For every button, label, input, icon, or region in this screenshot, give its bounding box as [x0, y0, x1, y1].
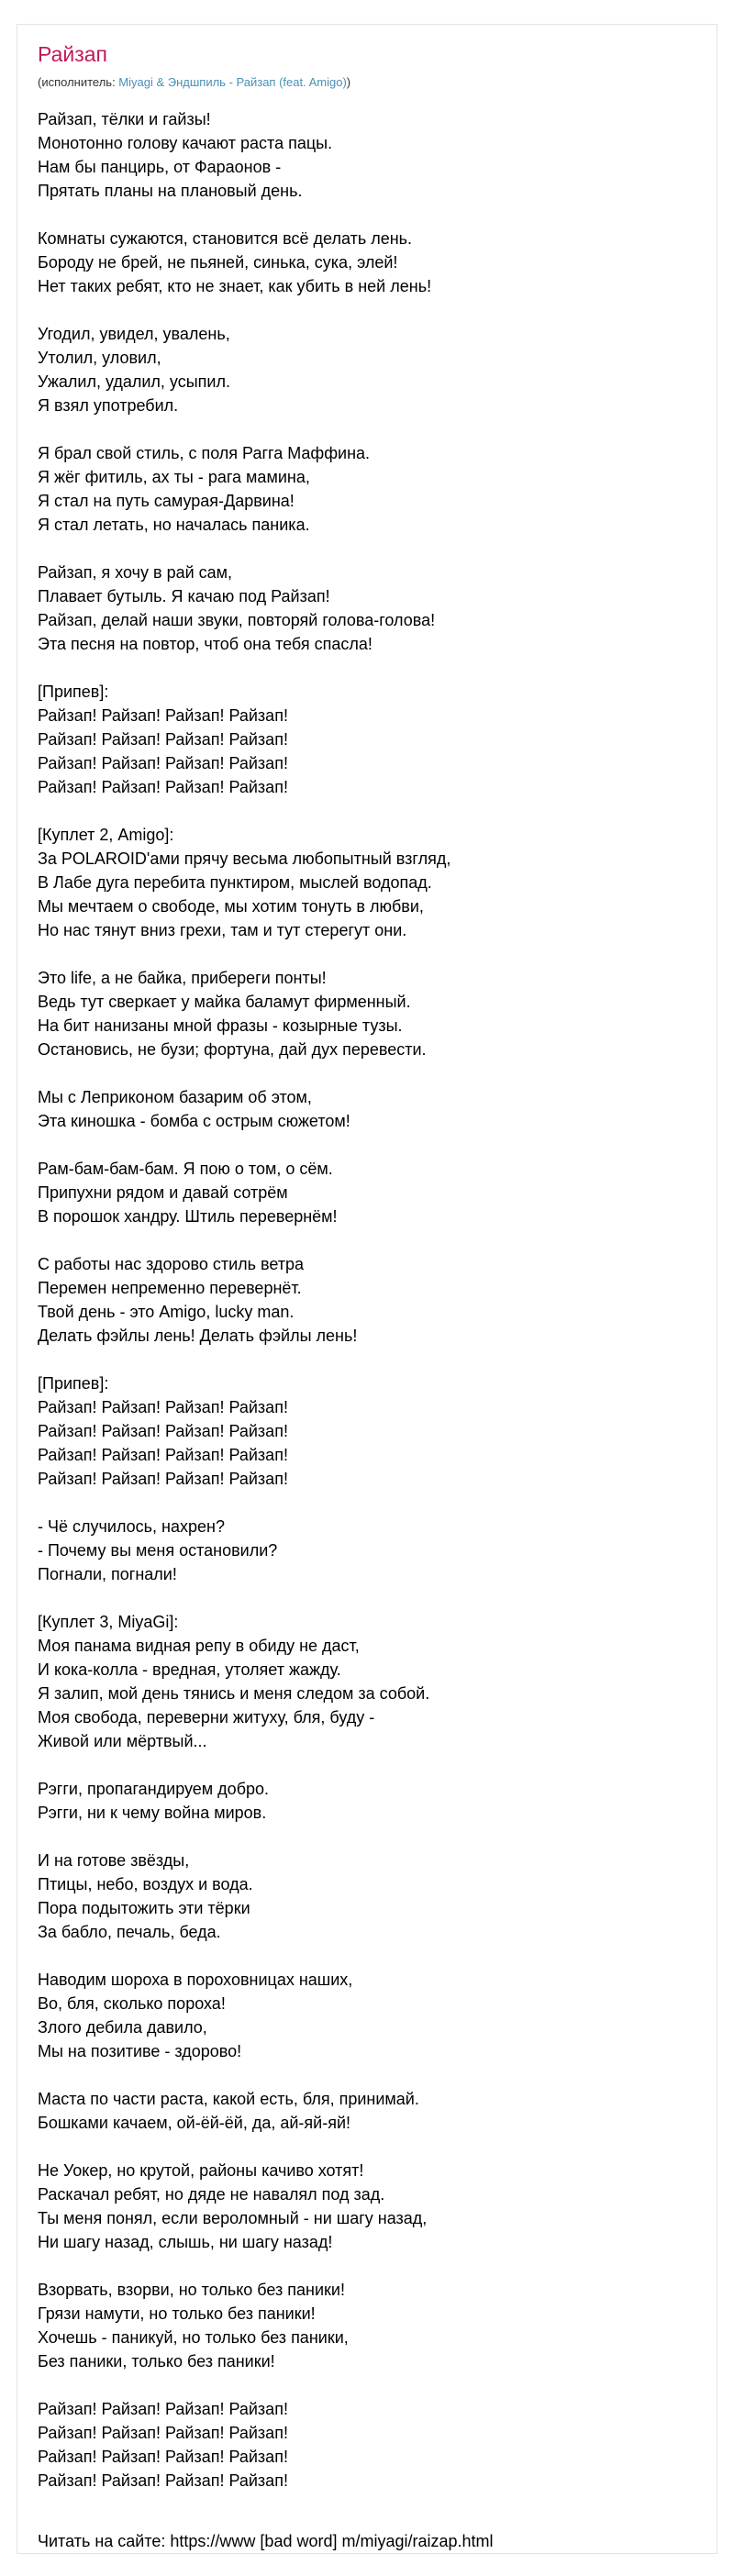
artist-byline	[38, 74, 717, 91]
lyric-line: Райзап! Райзап! Райзап! Райзап!	[38, 2448, 288, 2466]
lyric-line: Моя свобода, переверни житуху, бля, буду -	[38, 1708, 375, 1727]
lyrics-body	[38, 107, 717, 2493]
lyrics-stanza	[38, 1610, 717, 1753]
lyric-line: Твой день - это Amigo, lucky man.	[38, 1303, 295, 1321]
lyric-line: За POLAROID'ами прячу весьма любопытный взгляд,	[38, 849, 451, 868]
lyrics-stanza	[38, 1968, 717, 2063]
lyric-line: - Чё случилось, нахрен?	[38, 1517, 225, 1536]
lyric-line: Наводим шороха в пороховницах наших,	[38, 1971, 353, 1989]
lyrics-stanza	[38, 1777, 717, 1825]
lyrics-stanza	[38, 322, 717, 417]
lyric-line: Живой или мёртвый...	[38, 1732, 207, 1750]
lyric-line: Райзап! Райзап! Райзап! Райзап!	[38, 706, 288, 725]
lyric-line: Угодил, увидел, увалень,	[38, 325, 230, 343]
lyric-line: Я жёг фитиль, ах ты - рага мамина,	[38, 468, 310, 486]
lyric-line: Ведь тут сверкает у майка баламут фирменный.	[38, 993, 411, 1011]
lyric-line: Делать фэйлы лень! Делать фэйлы лень!	[38, 1327, 358, 1345]
lyric-line: Райзап! Райзап! Райзап! Райзап!	[38, 1398, 288, 1416]
lyrics-stanza	[38, 680, 717, 799]
lyric-line: Райзап! Райзап! Райзап! Райзап!	[38, 2471, 288, 2490]
lyric-line: Перемен непременно перевернёт.	[38, 1279, 302, 1297]
lyric-line: Плавает бутыль. Я качаю под Райзап!	[38, 587, 330, 605]
lyric-line: Я брал свой стиль, с поля Рагга Маффина.	[38, 444, 371, 462]
lyric-line: Райзап! Райзап! Райзап! Райзап!	[38, 1422, 288, 1440]
lyrics-stanza	[38, 2278, 717, 2373]
lyric-line: [Припев]:	[38, 1374, 109, 1393]
lyric-line: Прятать планы на плановый день.	[38, 182, 303, 200]
lyric-line: Утолил, уловил,	[38, 349, 161, 367]
lyric-line: Райзап! Райзап! Райзап! Райзап!	[38, 754, 288, 772]
lyric-line: Я взял употребил.	[38, 396, 179, 415]
lyric-line: Во, бля, сколько пороха!	[38, 1994, 226, 2013]
lyric-line: Не Уокер, но крутой, районы качиво хотят!	[38, 2161, 364, 2180]
lyric-line: Райзап, тёлки и гайзы!	[38, 110, 211, 128]
lyric-line: В порошок хандру. Штиль перевернём!	[38, 1207, 338, 1226]
song-title: Райзап	[38, 42, 108, 66]
source-link-text: Читать на сайте: https://www [bad word] m/miyagi/raizap.html	[38, 2532, 494, 2550]
lyric-line: Райзап! Райзап! Райзап! Райзап!	[38, 730, 288, 749]
lyric-line: Райзап! Райзап! Райзап! Райзап!	[38, 2424, 288, 2442]
lyric-line: Бошками качаем, ой-ёй-ёй, да, ай-яй-яй!	[38, 2114, 350, 2132]
lyric-line: На бит нанизаны мной фразы - козырные тузы.	[38, 1016, 403, 1035]
lyric-line: Бороду не брей, не пьяней, синька, сука, элей!	[38, 253, 398, 272]
lyric-line: С работы нас здорово стиль ветра	[38, 1255, 305, 1273]
lyric-line: Нет таких ребят, кто не знает, как убить в ней лень!	[38, 277, 432, 295]
lyric-line: Райзап! Райзап! Райзап! Райзап!	[38, 2400, 288, 2418]
lyric-line: [Куплет 2, Amigo]:	[38, 826, 174, 844]
lyric-line: Но нас тянут вниз грехи, там и тут стерегут они.	[38, 921, 407, 939]
lyric-line: Остановись, не бузи; фортуна, дай дух перевести.	[38, 1040, 427, 1059]
lyric-line: Комнаты сужаются, становится всё делать лень.	[38, 229, 413, 248]
lyrics-stanza	[38, 1515, 717, 1586]
lyric-line: Монотонно голову качают раста пацы.	[38, 134, 333, 152]
lyric-line: Я залип, мой день тянись и меня следом за собой.	[38, 1684, 430, 1703]
lyric-line: Райзап, я хочу в рай сам,	[38, 563, 233, 582]
lyric-line: Эта киношка - бомба с острым сюжетом!	[38, 1112, 350, 1130]
lyric-line: Ни шагу назад, слышь, ни шагу назад!	[38, 2233, 333, 2251]
lyric-line: Рэгги, ни к чему война миров.	[38, 1804, 267, 1822]
lyric-line: За бабло, печаль, беда.	[38, 1923, 221, 1941]
lyrics-stanza	[38, 823, 717, 942]
lyric-line: Райзап! Райзап! Райзап! Райзап!	[38, 1470, 288, 1488]
lyric-line: Я стал летать, но началась паника.	[38, 516, 310, 534]
lyric-line: Хочешь - паникуй, но только без паники,	[38, 2328, 349, 2347]
lyric-line: Я стал на путь самурая-Дарвина!	[38, 492, 295, 510]
lyric-line: Взорвать, взорви, но только без паники!	[38, 2281, 345, 2299]
lyric-line: - Почему вы меня остановили?	[38, 1541, 278, 1560]
lyric-line: Ты меня понял, если вероломный - ни шагу назад,	[38, 2209, 428, 2227]
lyrics-stanza	[38, 441, 717, 537]
lyrics-stanza	[38, 1157, 717, 1228]
artist-link[interactable]: Miyagi & Эндшпиль - Райзап (feat. Amigo)	[118, 75, 347, 89]
lyric-line: Райзап! Райзап! Райзап! Райзап!	[38, 1446, 288, 1464]
lyric-line: Без паники, только без паники!	[38, 2352, 275, 2371]
lyrics-stanza	[38, 2159, 717, 2254]
lyric-line: [Припев]:	[38, 683, 109, 701]
lyric-line: Моя панама видная репу в обиду не даст,	[38, 1637, 360, 1655]
lyric-line: Птицы, небо, воздух и вода.	[38, 1875, 253, 1893]
lyrics-stanza	[38, 2087, 717, 2135]
lyric-line: В Лабе дуга перебита пунктиром, мыслей водопад.	[38, 873, 432, 892]
lyric-line: Мы на позитиве - здорово!	[38, 2042, 242, 2060]
lyrics-stanza	[38, 107, 717, 203]
lyric-line: Это life, а не байка, прибереги понты!	[38, 969, 327, 987]
lyric-line: Злого дебила давило,	[38, 2018, 207, 2037]
lyrics-stanza	[38, 2397, 717, 2493]
lyrics-stanza	[38, 966, 717, 1061]
lyric-line: Райзап, делай наши звуки, повторяй голова-голова!	[38, 611, 436, 629]
lyric-line: Мы с Леприконом базарим об этом,	[38, 1088, 312, 1106]
lyric-line: Маста по части раста, какой есть, бля, принимай.	[38, 2090, 419, 2108]
lyrics-stanza	[38, 561, 717, 656]
lyric-line: И на готове звёзды,	[38, 1851, 190, 1870]
lyric-line: Рам-бам-бам-бам. Я пою о том, о сём.	[38, 1160, 333, 1178]
lyric-line: Мы мечтаем о свободе, мы хотим тонуть в любви,	[38, 897, 424, 916]
lyrics-stanza	[38, 1252, 717, 1348]
lyric-line: Раскачал ребят, но дяде не навалял под зад.	[38, 2185, 385, 2204]
lyric-line: И кока-колла - вредная, утоляет жажду.	[38, 1660, 341, 1679]
lyrics-stanza	[38, 1371, 717, 1491]
lyrics-stanza	[38, 1085, 717, 1133]
byline-prefix: (исполнитель:	[38, 75, 119, 89]
lyrics-stanza	[38, 1849, 717, 1944]
lyric-line: Ужалил, удалил, усыпил.	[38, 372, 230, 391]
lyric-line: Райзап! Райзап! Райзап! Райзап!	[38, 778, 288, 796]
lyric-line: Пора подытожить эти тёрки	[38, 1899, 250, 1917]
lyric-line: [Куплет 3, MiyaGi]:	[38, 1613, 179, 1631]
lyric-line: Нам бы панцирь, от Фараонов -	[38, 158, 282, 176]
lyric-line: Припухни рядом и давай сотрём	[38, 1183, 288, 1202]
lyric-line: Грязи намути, но только без паники!	[38, 2304, 316, 2323]
lyric-line: Погнали, погнали!	[38, 1565, 177, 1583]
lyric-line: Эта песня на повтор, чтоб она тебя спасла!	[38, 635, 373, 653]
lyric-line: Рэгги, пропагандируем добро.	[38, 1780, 270, 1798]
byline-suffix: )	[346, 75, 351, 89]
lyrics-stanza	[38, 227, 717, 298]
lyrics-card	[17, 24, 717, 2554]
